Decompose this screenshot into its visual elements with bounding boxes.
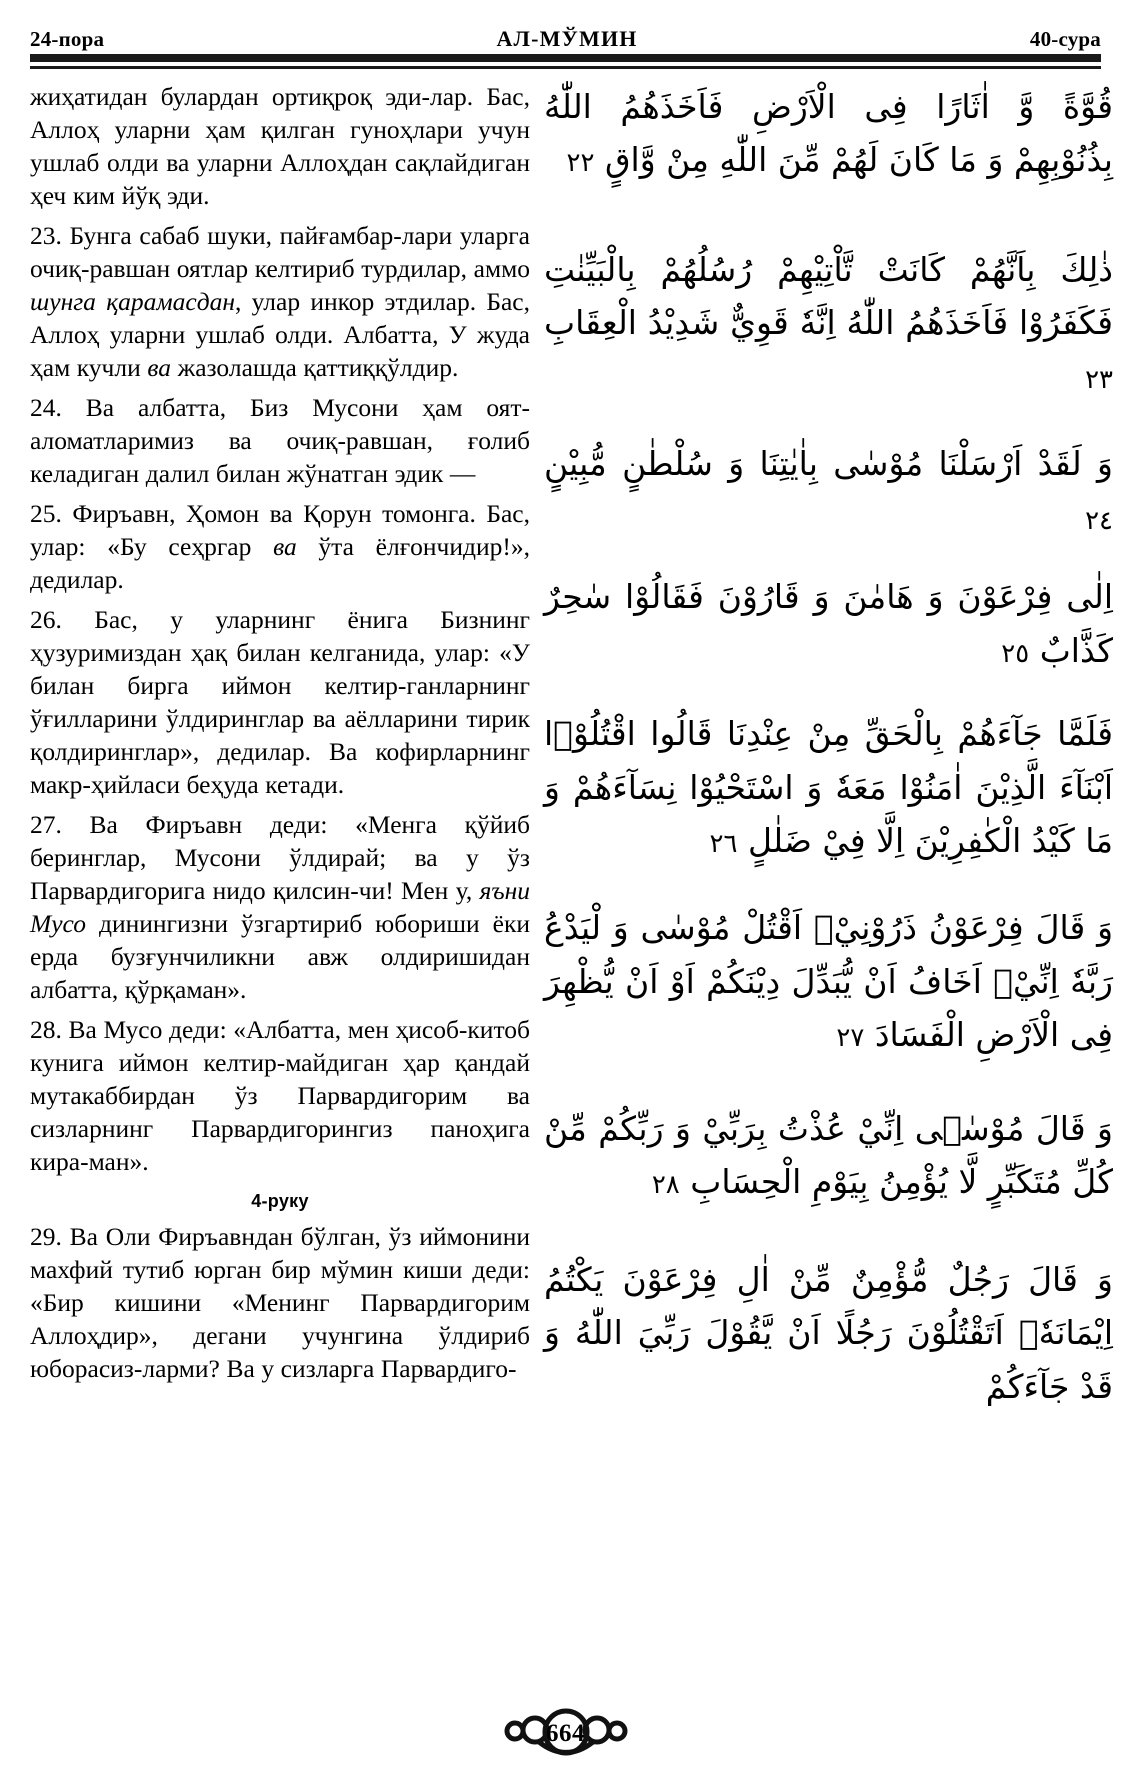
paragraph-text-tail: жазолашда қаттиққўлдир. xyxy=(171,353,459,383)
translation-paragraph: 26. Бас, у уларнинг ёнига Бизнинг ҳузуримиздан ҳақ билан келганида, улар: «У билан бирга иймон келтир-ганларнинг ўғилларини ўлдиринглар ва аёлларини тирик қолдиринглар», дедилар. Ва кофирларнинг макр-ҳийласи беҳуда кетади. xyxy=(30,605,530,800)
paragraph-emphasis: ва xyxy=(273,532,297,562)
header-rule-thick xyxy=(30,54,1101,62)
paragraph-text-lead: 23. Бунга сабаб шуки, пайғамбар-лари уларга очиқ-равшан оятлар келтириб турдилар, аммо xyxy=(30,221,530,284)
arabic-verse-block xyxy=(544,437,1113,544)
ayah-number-marker: ٢٣ xyxy=(1085,364,1113,395)
arabic-column xyxy=(544,80,1113,1443)
paragraph-text-tail: ўта ёлғончидир!», дедилар. xyxy=(30,532,531,595)
paragraph-emphasis: шунга қарамасдан xyxy=(30,287,236,317)
paragraph-text-lead: 27. Ва Фиръавн деди: «Менга қўйиб беринглар, Мусони ўлдирай; ва у ўз Парвардигорига нидо қилсин-чи! Мен у, xyxy=(30,810,530,906)
paragraph-text-tail: динингизни ўзгартириб юбориши ёки ерда бузғунчиликни авж олдиришидан албатта, қўрқаман». xyxy=(30,909,530,1005)
ayah-number-marker: ٢٦ xyxy=(709,828,738,859)
translation-paragraph: жиҳатидан булардан ортиқроқ эди-лар. Бас, Аллоҳ уларни ҳам қилган гуноҳлари учун ушлаб олди ва уларни Аллоҳдан сақлайдиган ҳеч ким йўқ эди. xyxy=(30,82,530,211)
paragraph-text-lead: 25. Фиръавн, Ҳомон ва Қорун томонга. Бас, улар: «Бу сеҳргар xyxy=(30,499,530,562)
ayah-number-marker: ٢٥ xyxy=(1001,638,1030,669)
translation-paragraph xyxy=(30,808,530,1006)
page-title: АЛ-МЎМИН xyxy=(496,26,638,51)
arabic-verse-block xyxy=(544,901,1113,1061)
page-number-ornament xyxy=(491,1708,641,1760)
arabic-verse-text: وَ قَالَ رَجُلٌ مُّؤْمِنٌ مِّنْ اٰلِ فِرْعَوْنَ يَكْتُمُ اِيْمَانَهٗۤ اَتَقْتُلُوْنَ رَجُلًا اَنْ يَّقُوْلَ رَبِّيَ اللّٰهُ وَ قَدْ جَآءَكُمْ xyxy=(544,1259,1113,1406)
ruku-heading: 4-руку xyxy=(251,1190,309,1211)
translation-paragraph: 28. Ва Мусо деди: «Албатта, мен ҳисоб-китоб кунига иймон келтир-майдиган ҳар қандай мутакаббирдан ўз Парвардигорим ва сизларнинг Парвардигорингиз паноҳига кира-ман». xyxy=(30,1015,530,1177)
arabic-verse-text: وَ لَقَدْ اَرْسَلْنَا مُوْسٰى بِاٰيٰتِنَا وَ سُلْطٰنٍ مُّبِيْنٍ xyxy=(544,444,1113,484)
page-number: 664 xyxy=(546,1720,585,1747)
ayah-number-marker: ٢٤ xyxy=(1085,505,1113,536)
arabic-verse-block xyxy=(544,570,1113,677)
arabic-verse-text: قُوَّةً وَّ اٰثَارًا فِى الْاَرْضِ فَاَخَذَهُمُ اللّٰهُ بِذُنُوْبِهِمْ وَ مَا كَانَ لَهُمْ مِّنَ اللّٰهِ مِنْ وَّاقٍ xyxy=(544,87,1113,180)
ayah-number-marker: ٢٢ xyxy=(566,148,595,179)
arabic-verse-block xyxy=(544,243,1113,403)
arabic-verse-text: فَلَمَّا جَآءَهُمْ بِالْحَقِّ مِنْ عِنْدِنَا قَالُوا اقْتُلُوْۤا اَبْنَآءَ الَّذِيْنَ اٰمَنُوْا مَعَهٗ وَ اسْتَحْيُوْا نِسَآءَهُمْ وَ مَا كَيْدُ الْكٰفِرِيْنَ اِلَّا فِيْ ضَلٰلٍ xyxy=(544,714,1113,860)
arabic-verse-text: وَ قَالَ مُوْسٰۤى اِنِّيْ عُذْتُ بِرَبِّيْ وَ رَبِّكُمْ مِّنْ كُلِّ مُتَكَبِّرٍ لَّا يُؤْمِنُ بِيَوْمِ الْحِسَابِ xyxy=(544,1108,1113,1202)
paragraph-text-mid: , улар инкор этдилар. Бас, Аллоҳ уларни ушлаб олди. Албатта, У жуда ҳам кучли xyxy=(30,287,530,383)
translation-paragraph: 24. Ва албатта, Биз Мусони ҳам оят-аломатларимиз ва очиқ-равшан, ғолиб келадиган далил билан жўнатган эдик — xyxy=(30,393,530,489)
arabic-verse-block xyxy=(544,80,1113,187)
ayah-number-marker: ٢٨ xyxy=(651,1170,680,1201)
translation-paragraph xyxy=(30,219,530,384)
ayah-number-marker: ٢٧ xyxy=(836,1023,865,1054)
header-juz-label: 24-пора xyxy=(30,27,105,51)
arabic-verse-block xyxy=(544,707,1113,867)
paragraph-emphasis-2: ва xyxy=(147,353,171,383)
arabic-verse-block xyxy=(544,1102,1113,1209)
arabic-verse-text: وَ قَالَ فِرْعَوْنُ ذَرُوْنِيْۤ اَقْتُلْ مُوْسٰى وَ لْيَدْعُ رَبَّهٗ اِنِّيْۤ اَخَافُ اَنْ يُّبَدِّلَ دِيْنَكُمْ اَوْ اَنْ يُّظْهِرَ فِى الْاَرْضِ الْفَسَادَ xyxy=(544,908,1113,1055)
header-rule-thin xyxy=(30,66,1101,69)
folio xyxy=(0,1708,1131,1760)
header-surah-label: 40-сура xyxy=(1029,27,1101,51)
paragraph-emphasis: яъни Мусо xyxy=(30,876,530,939)
arabic-verse-text: ذٰلِكَ بِاَنَّهُمْ كَانَتْ تَّاْتِيْهِمْ رُسُلُهُمْ بِالْبَيِّنٰتِ فَكَفَرُوْا فَاَخَذَهُمُ اللّٰهُ اِنَّهٗ قَوِيٌّ شَدِيْدُ الْعِقَابِ xyxy=(544,249,1113,343)
translation-paragraph: 29. Ва Оли Фиръавндан бўлган, ўз иймонини махфий тутиб юрган бир мўмин киши деди: «Бир кишини «Менинг Парвардигорим Аллоҳдир», дегани учунгина ўлдириб юборасиз-ларми? Ва у сизларга Парвардиго- xyxy=(30,1221,530,1383)
arabic-verse-text: اِلٰى فِرْعَوْنَ وَ هَامٰنَ وَ قَارُوْنَ فَقَالُوْا سٰحِرٌ كَذَّابٌ xyxy=(544,577,1113,670)
page-body xyxy=(0,80,1131,1678)
translation-paragraph xyxy=(30,497,530,596)
translation-column xyxy=(30,80,530,1392)
arabic-verse-block xyxy=(544,1253,1113,1413)
